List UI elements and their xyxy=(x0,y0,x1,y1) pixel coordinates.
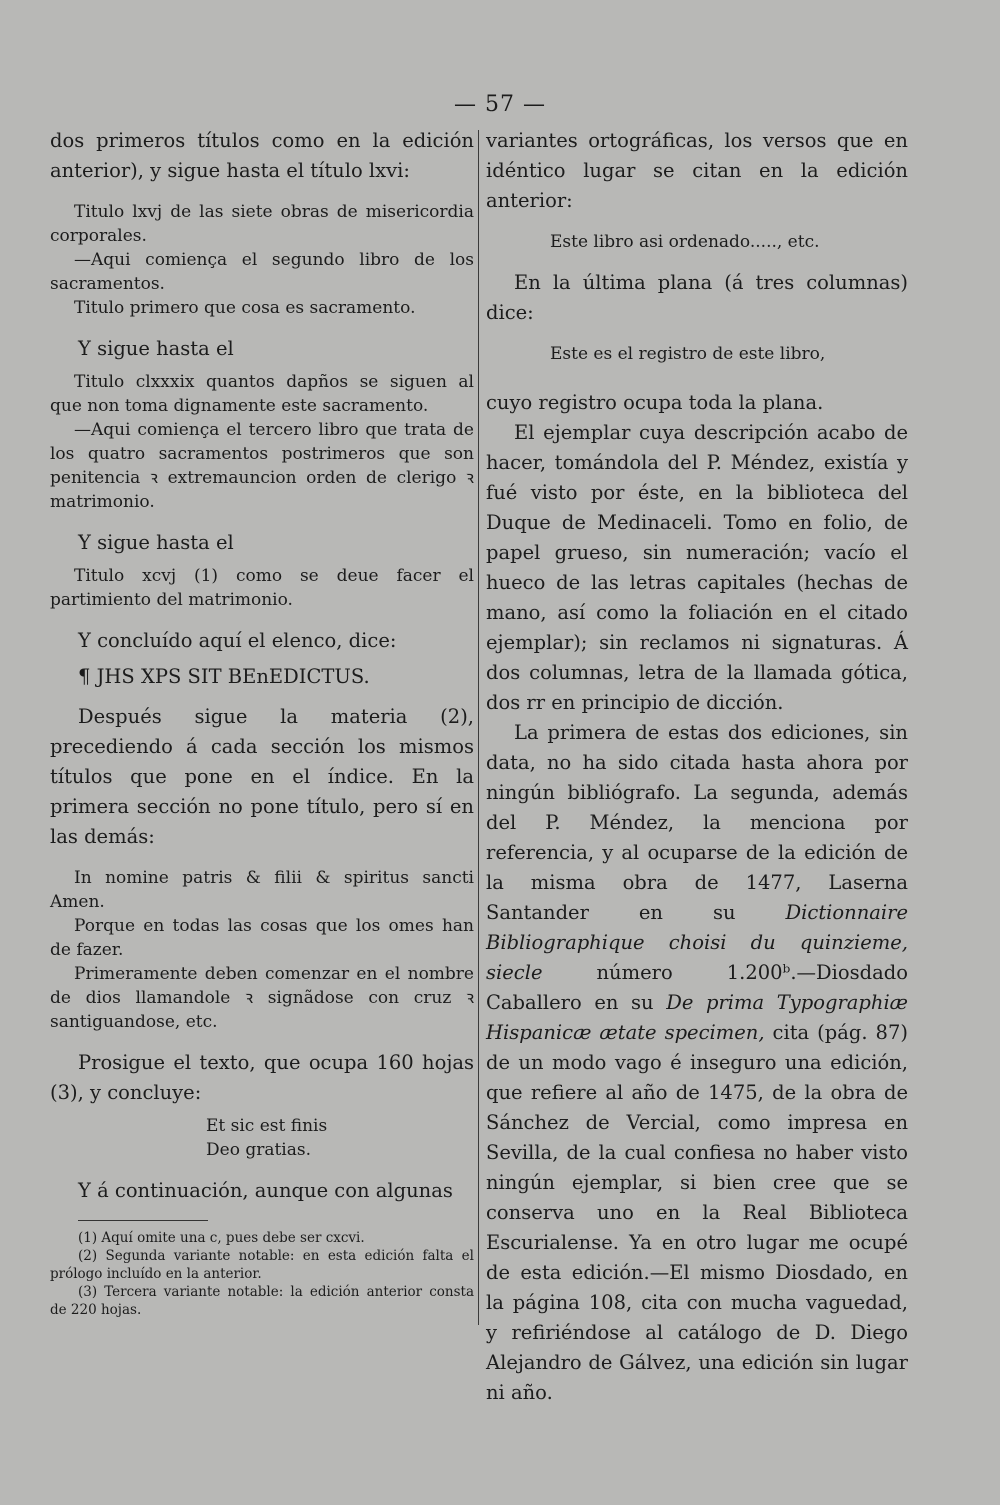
column-divider xyxy=(478,130,479,1325)
right-paragraph-5 xyxy=(486,718,908,1408)
left-quote-4a: In nomine patris & filii & spiritus sancti Amen. xyxy=(50,868,474,912)
right-paragraph-4: El ejemplar cuya descripción acabo de hacer, tomándola del P. Méndez, existía y fué visto por éste, en la biblioteca del Duque de Medinaceli. Tomo en folio, de papel grueso, sin numeración; vacío el hueco de las letras capitales (hechas de mano, así como la foliación en el citado ejemplar); sin reclamos ni signaturas. Á dos columnas, letra de la llamada gótica, dos rr en principio de dicción. xyxy=(486,421,908,714)
right-quote-2: Este es el registro de este libro, xyxy=(550,344,826,364)
right-paragraph-1: variantes ortográficas, los versos que en idéntico lugar se citan en la edición anterior: xyxy=(486,129,908,212)
footnote-1: (1) Aquí omite una c, pues debe ser cxcvi. xyxy=(78,1230,365,1246)
right-quote-1: Este libro asi ordenado....., etc. xyxy=(550,232,820,252)
page-number: — 57 — xyxy=(454,92,546,117)
left-column xyxy=(50,126,474,1319)
left-quote-1c: Titulo primero que cosa es sacramento. xyxy=(74,298,416,318)
footnote-rule xyxy=(78,1220,208,1221)
left-quote-1a: Titulo lxvj de las siete obras de misericordia corporales. xyxy=(50,202,474,246)
right-paragraph-3: cuyo registro ocupa toda la plana. xyxy=(486,391,824,414)
left-paragraph-8: Y á continuación, aunque con algunas xyxy=(78,1179,453,1202)
footnote-2: (2) Segunda variante notable: en esta edición falta el prólogo incluído en la anterior. xyxy=(50,1248,474,1282)
right-paragraph-2: En la última plana (á tres columnas) dice: xyxy=(486,271,908,324)
left-quote-3: Titulo xcvj (1) como se deue facer el partimiento del matrimonio. xyxy=(50,566,474,610)
left-quote-5a: Et sic est finis xyxy=(206,1116,328,1136)
left-quote-4b: Porque en todas las cosas que los omes han de fazer. xyxy=(50,916,474,960)
left-quote-1b: —Aqui comiença el segundo libro de los sacramentos. xyxy=(50,250,474,294)
left-heading-jhs: ¶ JHS XPS SIT BEnEDICTUS. xyxy=(78,665,370,688)
right-column xyxy=(486,126,908,1408)
footnote-3: (3) Tercera variante notable: la edición anterior consta de 220 hojas. xyxy=(50,1284,474,1318)
left-paragraph-3: Y sigue hasta el xyxy=(78,531,234,554)
work-title-de-prima: De prima Typographiæ Hispanicæ ætate specimen, xyxy=(486,991,909,1044)
work-title-dictionnaire: Dictionnaire Bibliographique choisi du quinzieme, siecle xyxy=(486,901,908,984)
left-paragraph-7: Prosigue el texto, que ocupa 160 hojas (3), y concluye: xyxy=(50,1051,474,1104)
right-paragraph-5e: cita (pág. 87) de un modo vago é inseguro una edición, que refiere al año de 1475, de la obra de Sánchez de Vercial, como impresa en Sevilla, de la cual confiesa no haber visto ningún ejemplar, si bien cree que se conserva uno en la Real Biblioteca Escurialense. Ya en otro lugar me ocupé de esta edición.—El mismo Diosdado, en la página 108, cita con mucha vaguedad, y refiriéndose al catálogo de D. Diego Alejandro de Gálvez, una edición sin lugar ni año. xyxy=(486,1021,908,1404)
left-quote-2a: Titulo clxxxix quantos dapños se siguen al que non toma dignamente este sacramento. xyxy=(50,372,474,416)
left-paragraph-4: Y concluído aquí el elenco, dice: xyxy=(78,629,397,652)
left-paragraph-6: Después sigue la materia (2), precediendo á cada sección los mismos títulos que pone en el índice. En la primera sección no pone título, pero sí en las demás: xyxy=(50,705,474,848)
left-paragraph-2: Y sigue hasta el xyxy=(78,337,234,360)
left-quote-5b: Deo gratias. xyxy=(206,1140,312,1160)
right-paragraph-5a: La primera de estas dos ediciones, sin data, no ha sido citada hasta ahora por ningún bibliógrafo. La segunda, además del P. Méndez, la menciona por referencia, y al ocuparse de la edición de la misma obra de 1477, Laserna Santander en su xyxy=(486,721,908,924)
left-paragraph-1: dos primeros títulos como en la edición anterior), y sigue hasta el título lxvi: xyxy=(50,129,474,182)
right-paragraph-5c: número 1.200ᵇ.—Diosdado Caballero en su xyxy=(486,961,908,1014)
left-quote-2b: —Aqui comiença el tercero libro que trata de los quatro sacramentos postrimeros que son penitencia ꝛ extremauncion orden de clerigo ꝛ matrimonio. xyxy=(50,420,474,512)
left-quote-4c: Primeramente deben comenzar en el nombre de dios llamandole ꝛ signãdose con cruz ꝛ santiguandose, etc. xyxy=(50,964,474,1032)
